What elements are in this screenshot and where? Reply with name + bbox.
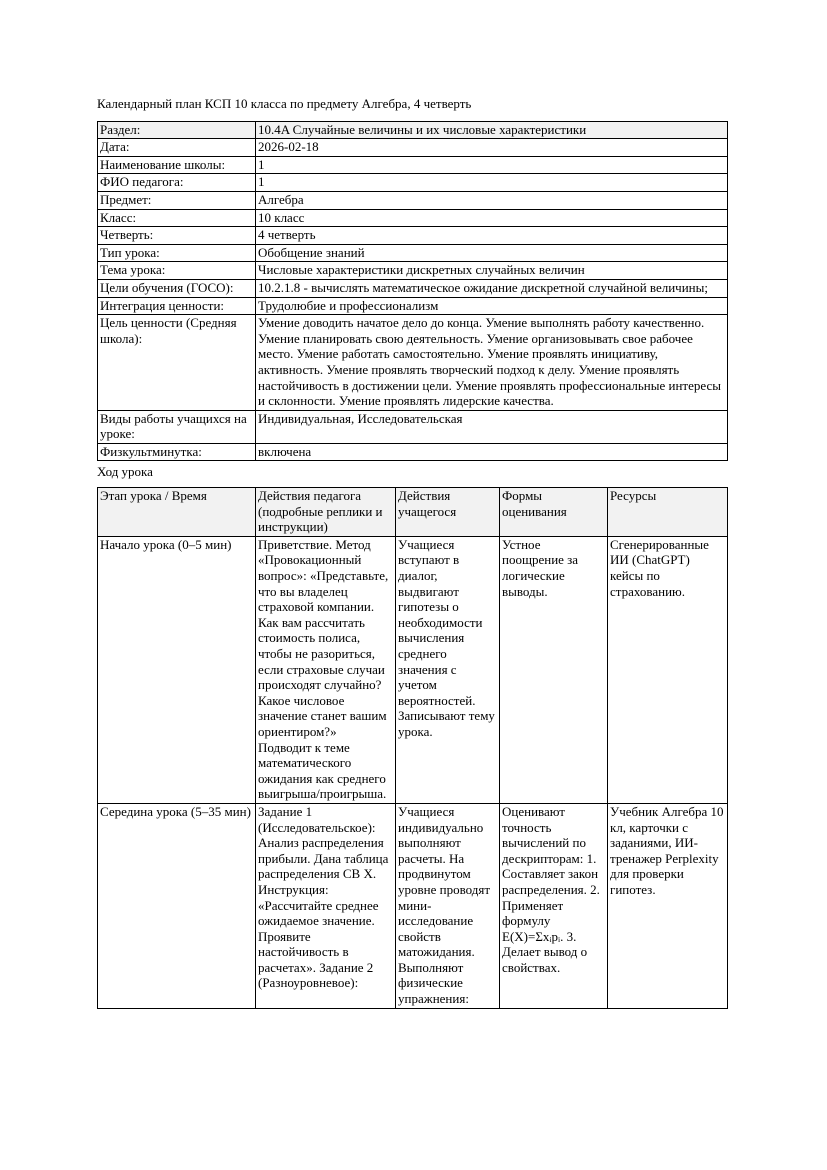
info-value: Трудолюбие и профессионализм xyxy=(256,297,728,315)
info-label: Класс: xyxy=(98,209,256,227)
lesson-header-stage: Этап урока / Время xyxy=(98,488,256,537)
section-heading: Ход урока xyxy=(97,464,153,480)
info-value: Алгебра xyxy=(256,191,728,209)
info-row xyxy=(98,244,728,262)
info-label: Цели обучения (ГОСО): xyxy=(98,279,256,297)
resources-cell: Сгенерированные ИИ (ChatGPT) кейсы по страхованию. xyxy=(608,536,728,803)
info-label: ФИО педагога: xyxy=(98,174,256,192)
info-label: Виды работы учащихся на уроке: xyxy=(98,410,256,443)
info-value: 2026-02-18 xyxy=(256,139,728,157)
info-row xyxy=(98,410,728,443)
document-title: Календарный план КСП 10 класса по предмету Алгебра, 4 четверть xyxy=(97,96,472,111)
info-value: 10.2.1.8 - вычислять математическое ожидание дискретной случайной величины; xyxy=(256,279,728,297)
assessment-cell: Устное поощрение за логические выводы. xyxy=(500,536,608,803)
lesson-header-resources: Ресурсы xyxy=(608,488,728,537)
info-value: Индивидуальная, Исследовательская xyxy=(256,410,728,443)
stage-cell: Середина урока (5–35 мин) xyxy=(98,803,256,1008)
info-value: Умение доводить начатое дело до конца. Умение выполнять работу качественно. Умение планировать свою деятельность. Умение организовывать свое рабочее место. Умение работать самостоятельно. Умение проявлять инициативу, активность. Умение проявлять творческий подход к делу. Умение проявлять настойчивость в достижении цели. Умение проявлять профессиональные интересы и склонности. Умение проявлять лидерские качества. xyxy=(256,315,728,411)
info-row xyxy=(98,174,728,192)
info-row xyxy=(98,139,728,157)
student-actions-cell: Учащиеся вступают в диалог, выдвигают гипотезы о необходимости вычисления среднего значения с учетом вероятностей. Записывают тему урока. xyxy=(396,536,500,803)
info-row xyxy=(98,121,728,139)
info-label: Интеграция ценности: xyxy=(98,297,256,315)
info-label: Цель ценности (Средняя школа): xyxy=(98,315,256,411)
info-label: Тип урока: xyxy=(98,244,256,262)
info-value: включена xyxy=(256,443,728,461)
info-label: Физкультминутка: xyxy=(98,443,256,461)
info-value: 4 четверть xyxy=(256,227,728,245)
info-row xyxy=(98,443,728,461)
lesson-row xyxy=(98,536,728,803)
info-label: Предмет: xyxy=(98,191,256,209)
info-label: Четверть: xyxy=(98,227,256,245)
info-value: Числовые характеристики дискретных случайных величин xyxy=(256,262,728,280)
assessment-cell: Оценивают точность вычислений по дескрипторам: 1. Составляет закон распределения. 2. Применяет формулу E(X)=Σxᵢpᵢ. 3. Делает вывод о свойствах. xyxy=(500,803,608,1008)
info-row xyxy=(98,315,728,411)
info-value: 10.4A Случайные величины и их числовые характеристики xyxy=(256,121,728,139)
info-value: 10 класс xyxy=(256,209,728,227)
teacher-actions-cell: Приветствие. Метод «Провокационный вопрос»: «Представьте, что вы владелец страховой компании. Как вам рассчитать стоимость полиса, чтобы не разориться, если страховые случаи происходят случайно? Какое числовое значение станет вашим ориентиром?» Подводит к теме математического ожидания как среднего выигрыша/проигрыша. xyxy=(256,536,396,803)
info-row xyxy=(98,227,728,245)
info-table xyxy=(97,121,728,462)
info-row xyxy=(98,191,728,209)
student-actions-cell: Учащиеся индивидуально выполняют расчеты. На продвинутом уровне проводят мини-исследование свойств матожидания. Выполняют физические упражнения: xyxy=(396,803,500,1008)
info-value: Обобщение знаний xyxy=(256,244,728,262)
lesson-header-row xyxy=(98,488,728,537)
lesson-header-student: Действия учащегося xyxy=(396,488,500,537)
lesson-table xyxy=(97,487,728,1009)
info-row xyxy=(98,279,728,297)
lesson-row xyxy=(98,803,728,1008)
resources-cell: Учебник Алгебра 10 кл, карточки с заданиями, ИИ-тренажер Perplexity для проверки гипотез. xyxy=(608,803,728,1008)
info-label: Тема урока: xyxy=(98,262,256,280)
info-row xyxy=(98,209,728,227)
info-value: 1 xyxy=(256,156,728,174)
info-row xyxy=(98,156,728,174)
info-row xyxy=(98,262,728,280)
lesson-header-teacher: Действия педагога (подробные реплики и инструкции) xyxy=(256,488,396,537)
info-value: 1 xyxy=(256,174,728,192)
stage-cell: Начало урока (0–5 мин) xyxy=(98,536,256,803)
info-row xyxy=(98,297,728,315)
info-label: Раздел: xyxy=(98,121,256,139)
info-label: Наименование школы: xyxy=(98,156,256,174)
teacher-actions-cell: Задание 1 (Исследовательское): Анализ распределения прибыли. Дана таблица распределения СВ X. Инструкция: «Рассчитайте среднее ожидаемое значение. Проявите настойчивость в расчетах». Задание 2 (Разноуровневое): xyxy=(256,803,396,1008)
lesson-header-assessment: Формы оценивания xyxy=(500,488,608,537)
info-label: Дата: xyxy=(98,139,256,157)
